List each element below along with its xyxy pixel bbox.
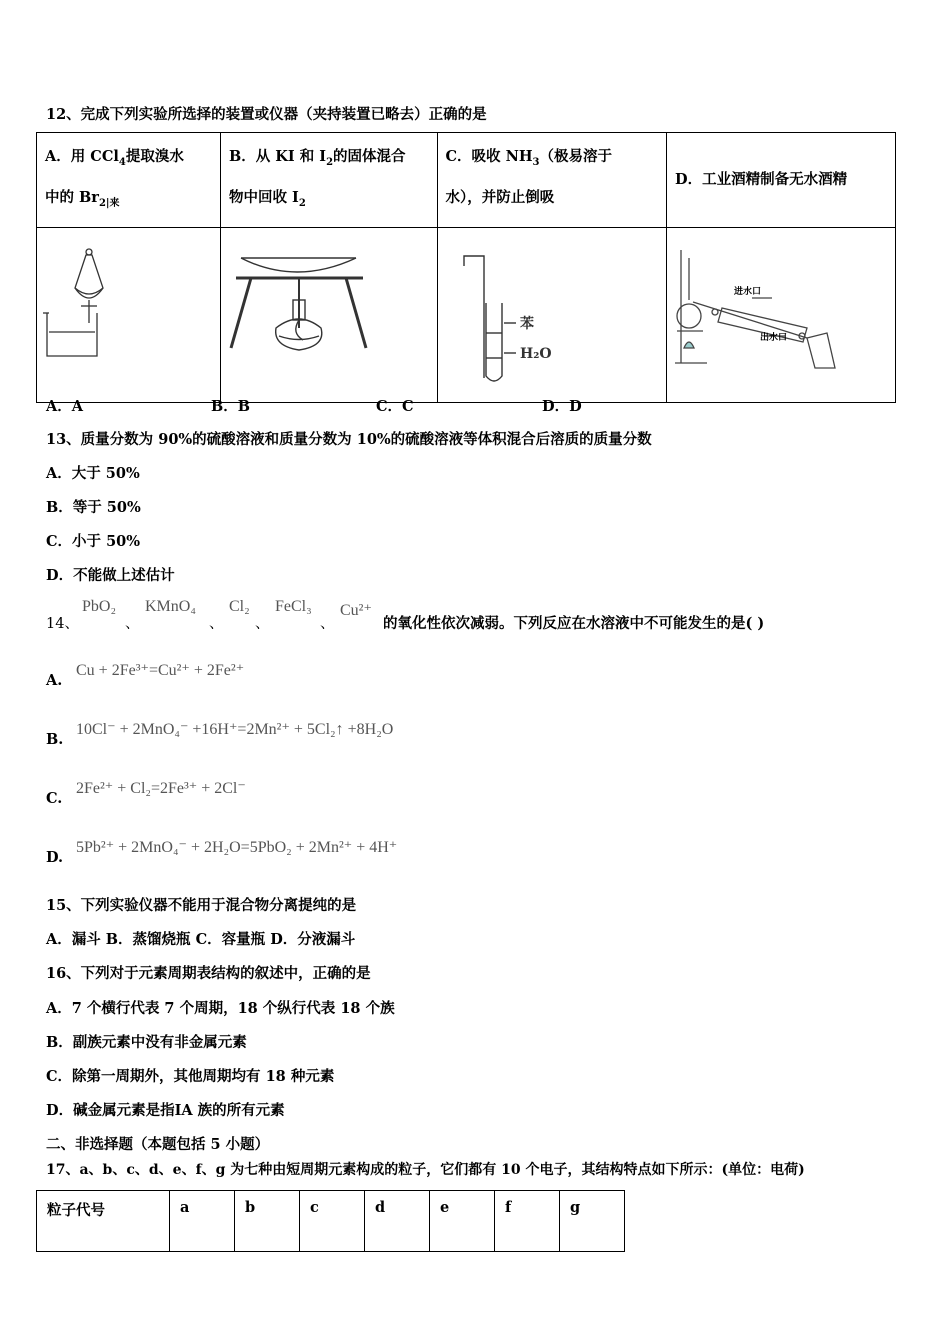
- distillation-setup-figure: [667, 227, 896, 402]
- q14-species-cu: Cu²⁺: [340, 602, 372, 619]
- q14-label-b[interactable]: B.: [46, 731, 64, 748]
- q12-cell-a: A．用 CCl$_4$提取溴水 中的 $Br_{2|来}$: [37, 133, 221, 228]
- q14-sep: 、: [320, 616, 335, 632]
- q17-stem: 17、a、b、c、d、e、f、g 为七种由短周期元素构成的粒子，它们都有 10 个电子，其结构特点如下所示：(单位：电荷): [46, 1162, 805, 1178]
- q17-particle-table: [36, 1190, 625, 1252]
- q14-label-c[interactable]: C.: [46, 790, 63, 807]
- sublimation-setup-figure: [221, 227, 438, 402]
- q17-header-cell: b: [235, 1191, 300, 1252]
- q15-options[interactable]: A．漏斗 B．蒸馏烧瓶 C．容量瓶 D．分液漏斗: [46, 931, 356, 948]
- separatory-funnel-figure: [37, 227, 221, 402]
- q17-header-cell: f: [495, 1191, 560, 1252]
- q14-species-kmno4: KMnO₄: [145, 598, 196, 615]
- q14-sep: 、: [125, 616, 140, 632]
- q14-label-a[interactable]: A.: [46, 672, 63, 689]
- q12-option-b[interactable]: B．B: [211, 398, 251, 415]
- q13-option-c[interactable]: C．小于 50%: [46, 533, 141, 550]
- q14-species-pbo2: PbO₂: [82, 598, 117, 615]
- q12-cell-c: C．吸收 $NH_3$（极易溶于 水），并防止倒吸: [437, 133, 667, 228]
- q14-equation-d: 5Pb²⁺ + 2MnO₄⁻ + 2H₂O=5PbO₂ + 2Mn²⁺ + 4H⁺: [76, 839, 398, 856]
- section-heading: 二、非选择题（本题包括 5 小题）: [46, 1136, 270, 1153]
- q12-stem: 12、完成下列实验所选择的装置或仪器（夹持装置已略去）正确的是: [46, 106, 487, 123]
- q14-sep: 、: [255, 616, 270, 632]
- q17-header-cell: a: [170, 1191, 235, 1252]
- q14-equation-c: 2Fe²⁺ + Cl₂=2Fe³⁺ + 2Cl⁻: [76, 780, 246, 797]
- q12-cell-b: B．从 KI 和 $I_2$的固体混合 物中回收 $I_2$: [221, 133, 438, 228]
- q14-equation-a: Cu + 2Fe³⁺=Cu²⁺ + 2Fe²⁺: [76, 662, 245, 679]
- q12-cell-d: D．工业酒精制备无水酒精: [667, 133, 896, 228]
- q12-apparatus-table: [36, 132, 896, 403]
- q16-option-a[interactable]: A．7 个横行代表 7 个周期，18 个纵行代表 18 个族: [46, 1000, 395, 1017]
- q16-option-c[interactable]: C．除第一周期外，其他周期均有 18 种元素: [46, 1068, 335, 1085]
- water-label: H₂O: [519, 345, 552, 362]
- q16-stem: 16、下列对于元素周期表结构的叙述中，正确的是: [46, 965, 371, 982]
- q17-header-cell: e: [430, 1191, 495, 1252]
- q12-option-d[interactable]: D．D: [542, 398, 582, 415]
- q14-sep: 、: [209, 616, 224, 632]
- q14-species-fecl3: FeCl₃: [275, 598, 312, 615]
- q12-option-a[interactable]: A．A: [46, 398, 84, 415]
- q13-option-b[interactable]: B．等于 50%: [46, 499, 141, 516]
- water-inlet-label: 进水口: [734, 286, 762, 297]
- q16-option-d[interactable]: D．碱金属元素是指ⅠA 族的所有元素: [46, 1102, 285, 1119]
- q17-header-cell: c: [300, 1191, 365, 1252]
- q13-option-d[interactable]: D．不能做上述估计: [46, 567, 175, 584]
- q14-equation-b: 10Cl⁻ + 2MnO₄⁻ +16H⁺=2Mn²⁺ + 5Cl₂↑ +8H₂O: [76, 721, 394, 738]
- q12-option-c[interactable]: C．C: [376, 398, 414, 415]
- q17-header-cell: g: [560, 1191, 625, 1252]
- q16-option-b[interactable]: B．副族元素中没有非金属元素: [46, 1034, 247, 1051]
- q13-stem: 13、质量分数为 90%的硫酸溶液和质量分数为 10%的硫酸溶液等体积混合后溶质的质量分数: [46, 431, 652, 448]
- q14-species-cl2: Cl₂: [229, 598, 250, 615]
- q17-header-cell: 粒子代号: [37, 1191, 170, 1252]
- q13-option-a[interactable]: A．大于 50%: [46, 465, 140, 482]
- q14-number: 14、: [46, 616, 79, 632]
- benzene-label: 苯: [519, 315, 534, 332]
- q17-header-cell: d: [365, 1191, 430, 1252]
- water-outlet-label: 出水口: [760, 332, 788, 343]
- q14-stem: 的氧化性依次减弱。下列反应在水溶液中不可能发生的是( ): [383, 615, 765, 632]
- q14-label-d[interactable]: D.: [46, 849, 64, 866]
- q15-stem: 15、下列实验仪器不能用于混合物分离提纯的是: [46, 897, 357, 914]
- ammonia-absorption-figure: [437, 227, 667, 402]
